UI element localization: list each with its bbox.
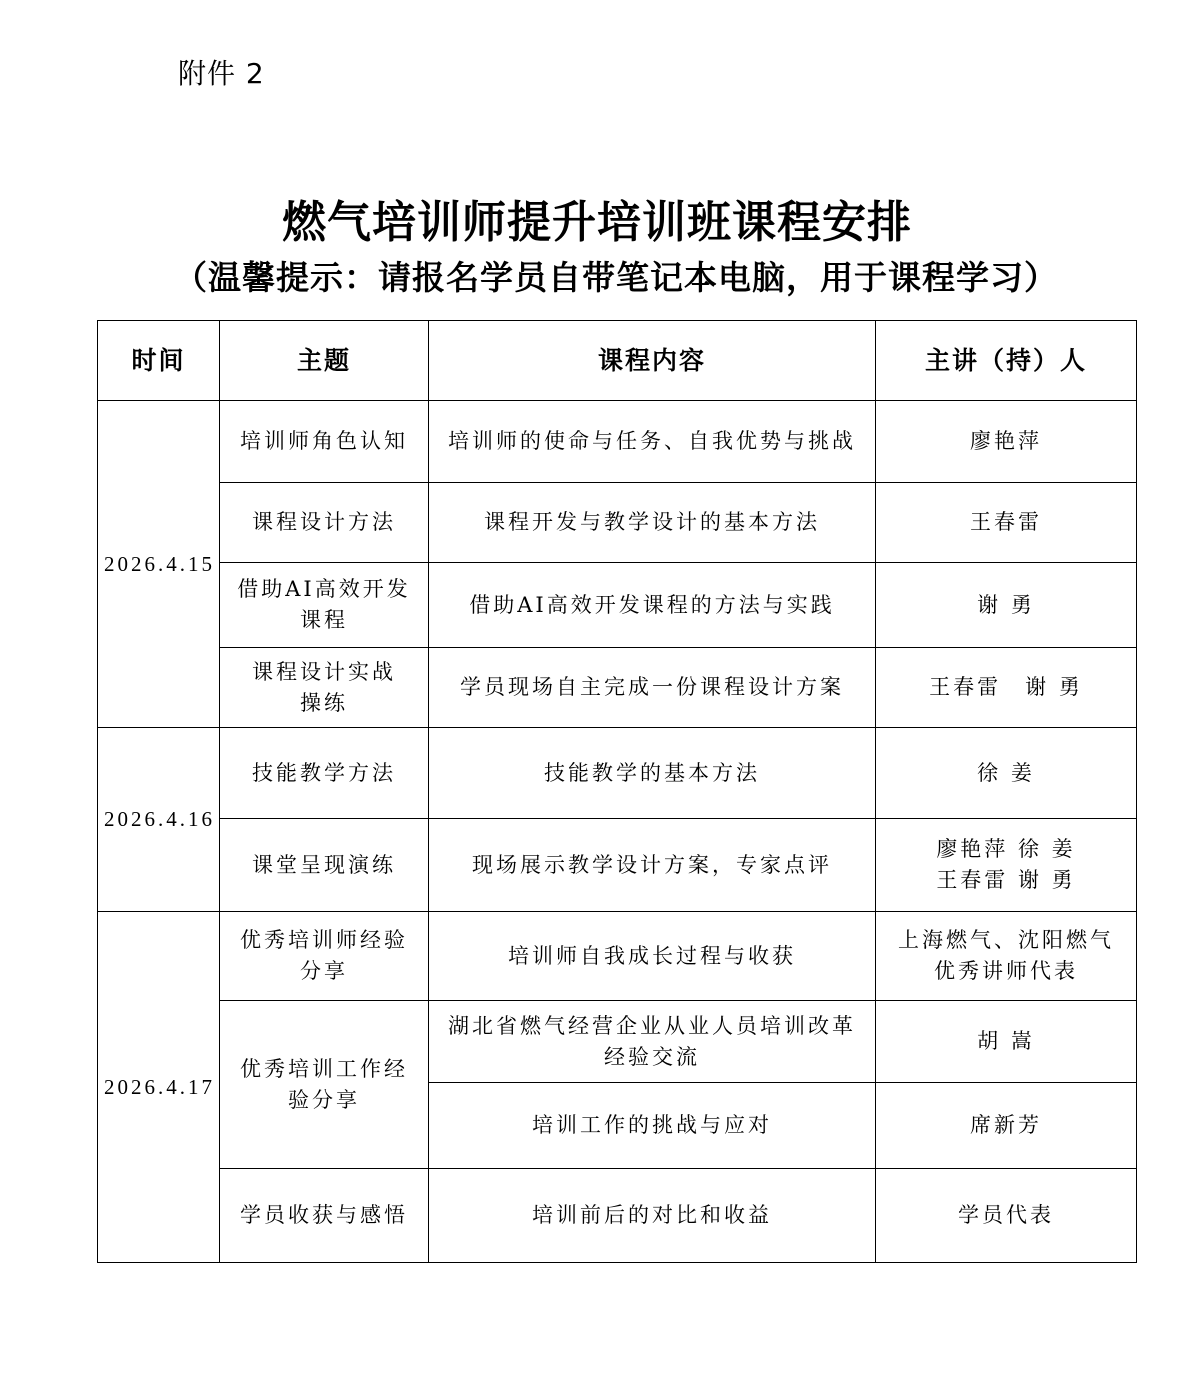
topic-cell: 课程设计方法	[220, 483, 429, 563]
topic-cell: 借助AI高效开发课程	[220, 563, 429, 648]
speaker-cell: 廖艳萍	[876, 401, 1137, 483]
page-subtitle-notice: （温馨提示：请报名学员自带笔记本电脑，用于课程学习）	[174, 258, 1058, 297]
topic-cell: 优秀培训师经验分享	[220, 912, 429, 1001]
speaker-cell: 席新芳	[876, 1083, 1137, 1169]
speaker-cell: 王春雷 谢 勇	[876, 648, 1137, 728]
content-cell: 借助AI高效开发课程的方法与实践	[429, 563, 876, 648]
content-cell: 课程开发与教学设计的基本方法	[429, 483, 876, 563]
table-row	[98, 728, 1137, 819]
content-cell: 培训师的使命与任务、自我优势与挑战	[429, 401, 876, 483]
speaker-cell: 谢 勇	[876, 563, 1137, 648]
header-speaker: 主讲（持）人	[876, 321, 1137, 401]
topic-cell: 课程设计实战操练	[220, 648, 429, 728]
table-header-row	[98, 321, 1137, 401]
speaker-cell: 廖艳萍 徐 姜 王春雷 谢 勇	[876, 819, 1137, 912]
date-cell: 2026.4.16	[98, 728, 220, 912]
table-row	[98, 483, 1137, 563]
topic-cell: 优秀培训工作经验分享	[220, 1001, 429, 1169]
speaker-cell: 徐 姜	[876, 728, 1137, 819]
content-cell: 学员现场自主完成一份课程设计方案	[429, 648, 876, 728]
speaker-cell: 学员代表	[876, 1169, 1137, 1263]
topic-cell: 培训师角色认知	[220, 401, 429, 483]
topic-cell: 技能教学方法	[220, 728, 429, 819]
content-cell: 培训工作的挑战与应对	[429, 1083, 876, 1169]
table-row	[98, 563, 1137, 648]
page-title: 燃气培训师提升培训班课程安排	[282, 197, 912, 248]
speaker-cell: 王春雷	[876, 483, 1137, 563]
attachment-label: 附件 2	[178, 57, 265, 90]
date-cell: 2026.4.17	[98, 912, 220, 1263]
header-topic: 主题	[220, 321, 429, 401]
speaker-cell: 上海燃气、沈阳燃气优秀讲师代表	[876, 912, 1137, 1001]
content-cell: 湖北省燃气经营企业从业人员培训改革经验交流	[429, 1001, 876, 1083]
date-cell: 2026.4.15	[98, 401, 220, 728]
course-schedule-table	[97, 320, 1137, 1263]
table-row	[98, 648, 1137, 728]
speaker-cell: 胡 嵩	[876, 1001, 1137, 1083]
content-cell: 现场展示教学设计方案，专家点评	[429, 819, 876, 912]
table-row	[98, 819, 1137, 912]
content-cell: 技能教学的基本方法	[429, 728, 876, 819]
table-row	[98, 1001, 1137, 1083]
table-row	[98, 912, 1137, 1001]
table-row	[98, 401, 1137, 483]
table-row	[98, 1169, 1137, 1263]
header-content: 课程内容	[429, 321, 876, 401]
content-cell: 培训前后的对比和收益	[429, 1169, 876, 1263]
topic-cell: 学员收获与感悟	[220, 1169, 429, 1263]
topic-cell: 课堂呈现演练	[220, 819, 429, 912]
content-cell: 培训师自我成长过程与收获	[429, 912, 876, 1001]
header-time: 时间	[98, 321, 220, 401]
